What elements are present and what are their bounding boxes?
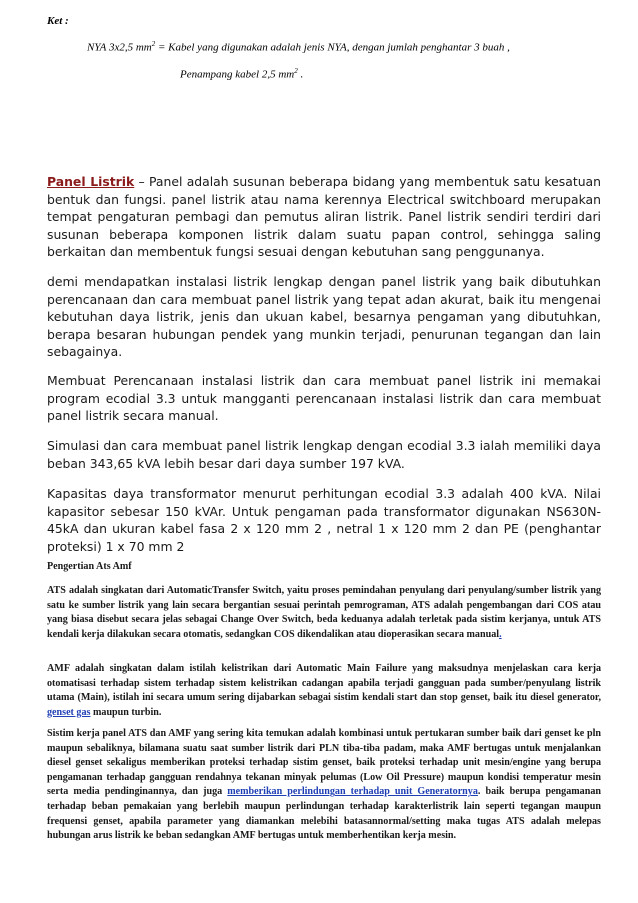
paragraph-1-text: – Panel adalah susunan beberapa bidang yang membentuk satu kesatuan bentuk dan fungsi. panel listrik atau nama kerennya Electrical switchboard merupakan tempat pengaturan pembagi dan pemutus aliran listrik. Panel listrik sendiri terdiri dari susunan beberapa komponen listrik dalam suatu papan control, sehingga saling berkaitan dan membentuk fungsi sesuai dengan kebutuhan sang penggunanya. <box>47 174 601 260</box>
ket-label: Ket : <box>47 15 69 27</box>
system-paragraph-rest: . baik berupa pengamanan terhadap beban pemakaian yang berlebih maupun perlindungan terhadap karakterlistrik lain seperti tegangan maupun frequensi genset, apabila parameter yang diamankan melebihi batasannormal/setting maka tugas ATS adalah melepas hubungan arus listrik ke beban sedangkan AMF bertugas untuk memberhentikan kerja mesin. <box>47 786 601 842</box>
generator-protection-link[interactable]: memberikan perlindungan terhadap unit Generatornya <box>227 786 478 798</box>
paragraph-3: Membuat Perencanaan instalasi listrik dan cara membuat panel listrik ini memakai program ecodial 3.3 untuk mangganti perencanaan instalasi listrik dan cara membuat panel listrik secara manual. <box>47 373 601 424</box>
panel-listrik-link[interactable]: Panel Listrik <box>47 174 135 189</box>
paragraph-5: Kapasitas daya transformator menurut perhitungan ecodial 3.3 adalah 400 kVA. Nilai kapasitor sebesar 150 kVAr. Untuk pengaman pada transformator digunakan NS630N-45kA dan ukuran kabel fasa 2 x 120 mm 2 , netral 1 x 120 mm 2 dan PE (penghantar proteksi) 1 x 70 mm 2 <box>47 486 601 554</box>
ats-paragraph-link[interactable]: . <box>499 628 502 640</box>
ket-line-1 <box>87 37 607 55</box>
paragraph-2: demi mendapatkan instalasi listrik lengkap dengan panel listrik yang baik dibutuhkan perencanaan dan cara membuat panel listrik yang tepat adan akurat, baik itu mengenai kebutuhan daya listrik, jenis dan ukuan kabel, besarnya pengaman yang dibutuhkan, berapa besaran hubungan pendek yang munkin terjadi, penurunan tegangan dan lain sebagainya. <box>47 274 601 360</box>
ats-paragraph <box>47 584 601 642</box>
paragraph-4: Simulasi dan cara membuat panel listrik lengkap dengan ecodial 3.3 ialah memiliki daya beban 343,65 kVA lebih besar dari daya sumber 197 kVA. <box>47 438 601 471</box>
ket-line-1-text: NYA 3x2,5 mm <box>87 41 152 54</box>
section-heading: Pengertian Ats Amf <box>47 561 132 572</box>
amf-paragraph-text: AMF adalah singkatan dalam istilah kelistrikan dari Automatic Main Failure yang maksudnya menjelaskan cara kerja otomatisasi terhadap sistem terhadap sistem kelistrikan cadangan apabila terjadi gangguan pada sumber/penyulang listrik utama (Main), istilah ini secara umum sering dijabarkan sebagai sistim kendali start dan stop genset, baik itu diesel generator, <box>47 663 601 704</box>
genset-gas-link[interactable]: genset gas <box>47 706 91 718</box>
ket-line-1-sup: 2 <box>151 40 156 48</box>
ats-amf-system-paragraph <box>47 727 601 844</box>
ket-line-2-sup: 2 <box>294 66 298 75</box>
amf-paragraph <box>47 662 601 720</box>
amf-paragraph-rest: maupun turbin. <box>90 706 162 718</box>
ket-line-2-text: Penampang kabel 2,5 mm <box>180 68 295 81</box>
ats-paragraph-text: ATS adalah singkatan dari AutomaticTransfer Switch, yaitu proses pemindahan penyulang dari penyulang/sumber listrik yang satu ke sumber listrik yang lain secara bergantian sesuai perintah pemrograman, ATS adalah pengembangan dari COS atau yang biasa disebut secara jelas sebagai Change Over Switch, beda keduanya adalah terletak pada sistim kerjanya, untuk ATS kendali kerja dilakukan secara otomatis, sedangkan COS dikendalikan atau dioperasikan secara manual <box>47 585 601 640</box>
paragraph-panel-listrik <box>47 173 601 261</box>
ket-line-1-rest: = Kabel yang digunakan adalah jenis NYA, dengan jumlah penghantar 3 buah , <box>155 41 510 54</box>
system-paragraph-text: Sistim kerja panel ATS dan AMF yang sering kita temukan adalah kombinasi untuk pertukaran sumber baik dari genset ke pln maupun sebaliknya, bilamana suatu saat sumber listrik dari PLN tiba-tiba padam, maka AMF bertugas untuk menjalankan diesel genset sekaligus memberikan proteksi terhadap sistim genset, baik proteksi terhadap unit mesin/engine yang berupa pengamanan terhadap gangguan rendahnya tekanan minyak pelumas (Low Oil Pressure) maupun kondisi temperatur mesin serta media pendinginannya, dan juga <box>47 728 601 798</box>
ket-line-2-rest: . <box>297 68 304 81</box>
ket-block <box>47 15 607 81</box>
ket-line-2 <box>180 64 607 82</box>
